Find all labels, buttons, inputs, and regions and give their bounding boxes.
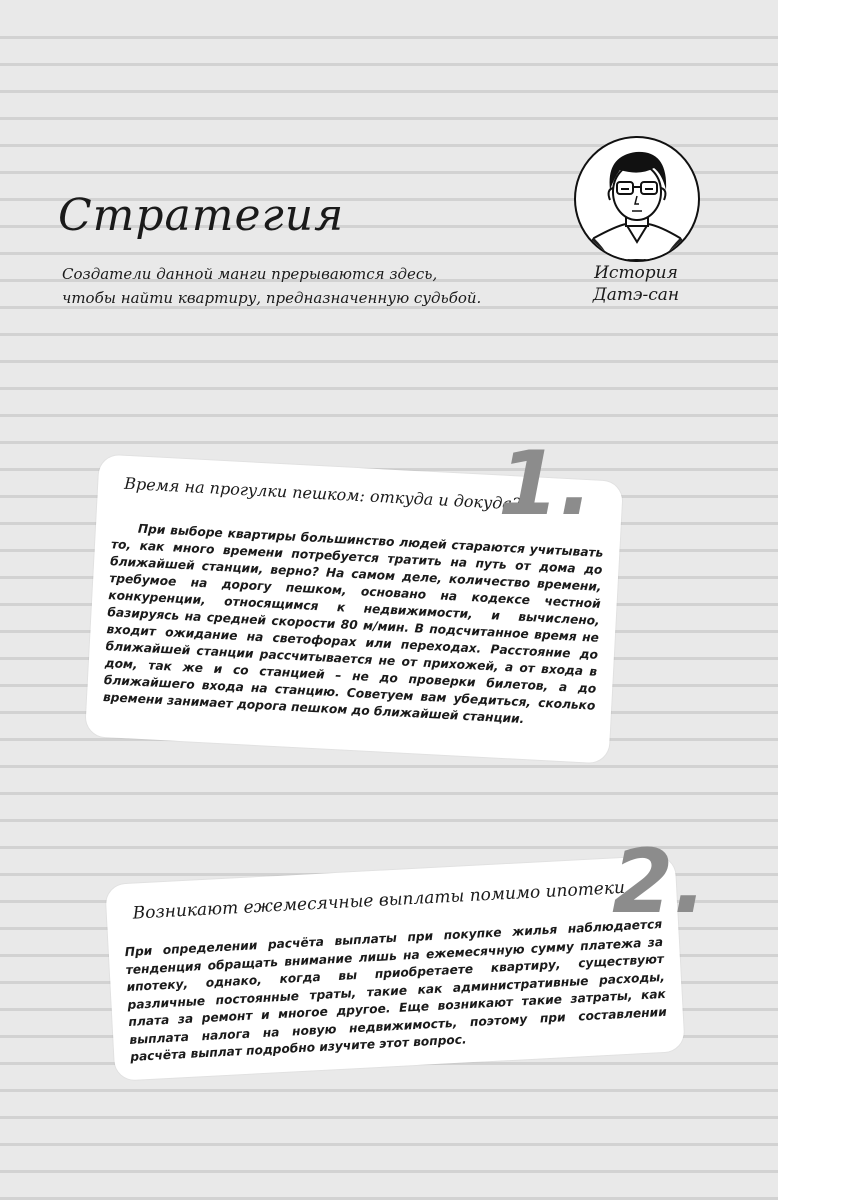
page-subtitle — [62, 262, 481, 310]
tip-card-2-heading: Возникают ежемесячные выплаты помимо ипотеки. — [132, 877, 631, 924]
section-number-1: 1. — [498, 432, 593, 535]
tip-card-2 — [105, 855, 684, 1081]
tip-card-1-heading: Время на прогулки пешком: откуда и докуда? — [123, 473, 521, 514]
section-number-2: 2. — [612, 830, 707, 933]
author-portrait-icon — [574, 136, 700, 262]
author-caption-line-1: История — [594, 263, 678, 283]
page-title: Стратегия — [58, 190, 345, 241]
subtitle-line-1: Создатели данной манги прерываются здесь, — [62, 265, 438, 283]
author-caption — [574, 262, 698, 306]
author-caption-line-2: Датэ-сан — [592, 285, 680, 305]
tip-card-1-body: При выборе квартиры большинство людей стараются учитывать то, как много времени потребуется тратить на путь от дома до ближайшей станции, верно? На самом деле, количество времени, требумое на дорогу пешком, основано на кодексе честной конкуренции, относящимся к недвижимости, и вычислено, базируясь на средней скорости 80 м/мин. В подсчитанное время не входит ожидание на светофорах или переходах. Расстояние до ближайшей станции рассчитывается не от прихожей, а от входа в дом, так же и со станцией – не до проверки билетов, а до ближайшего входа на станцию. Советуем вам убедиться, сколько времени занимает дорога пешком до ближайшей станции. — [102, 521, 604, 727]
subtitle-line-2: чтобы найти квартиру, предназначенную судьбой. — [62, 289, 482, 307]
tip-card-2-body: При определении расчёта выплаты при покупке жилья наблюдается тенденция обращать внимание лишь на ежемесячную сумму платежа за ипотеку, однако, когда вы приобретаете квартиру, существуют различные постоянные траты, такие как административные расходы, плата за ремонт и многое другое. Еще возникают такие затраты, как выплата налога на новую недвижимость, поэтому при составлении расчёта выплат подробно изучите этот вопрос. — [124, 916, 668, 1064]
